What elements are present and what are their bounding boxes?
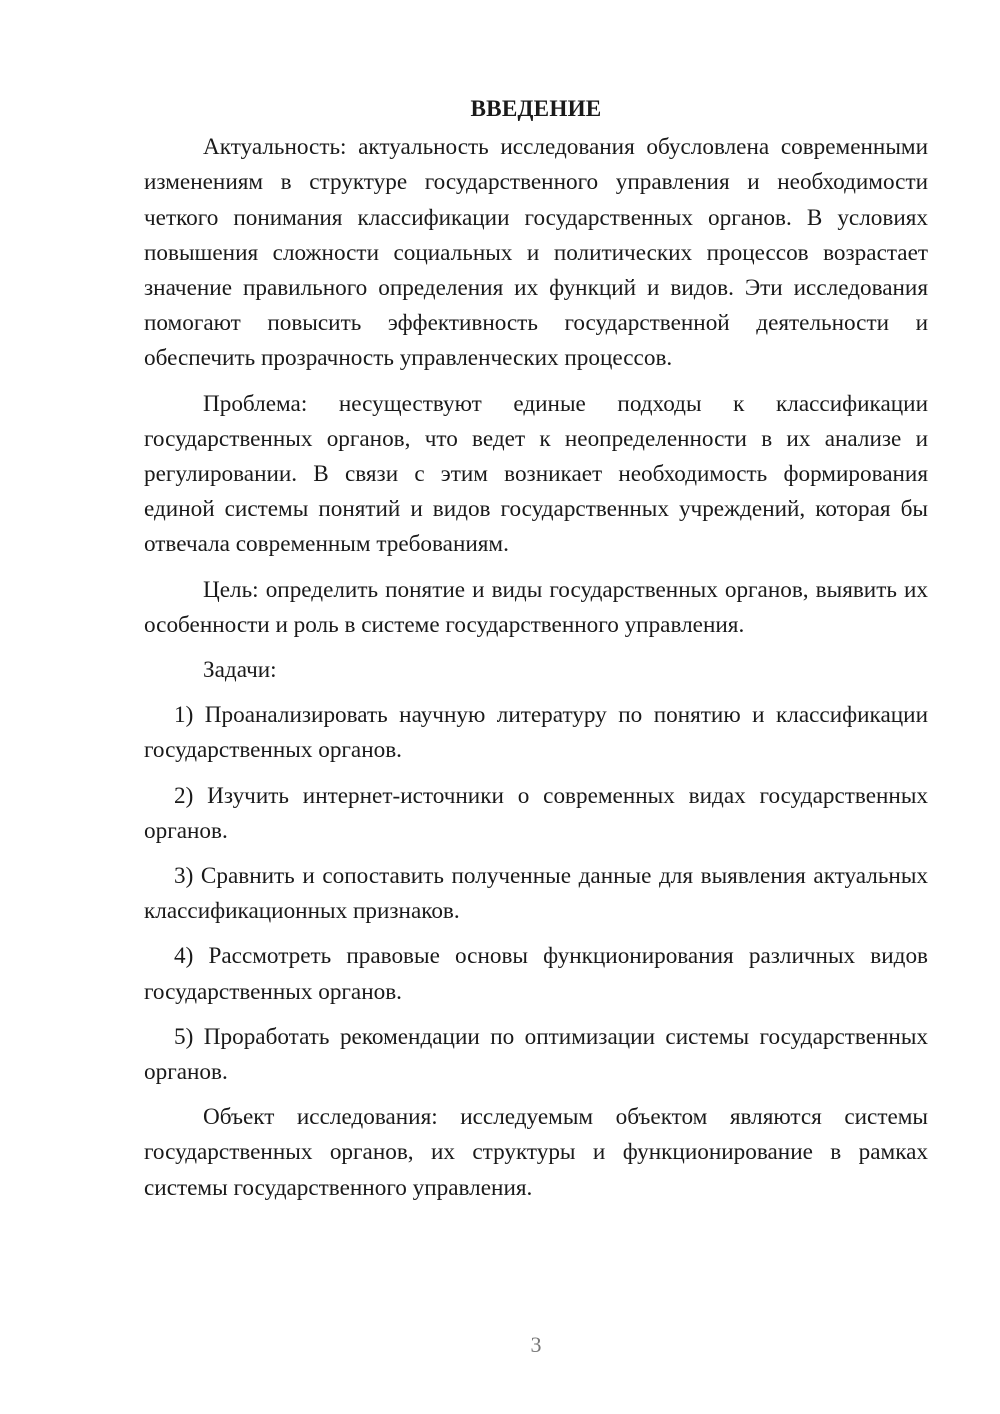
section-heading: ВВЕДЕНИЕ [470,96,602,122]
task-item-4: 4) Рассмотреть правовые основы функционирования различных видов государственных органов. [144,943,928,1005]
task-item-3: 3) Сравнить и сопоставить полученные данные для выявления актуальных классификационных признаков. [144,863,928,925]
object-paragraph: Объект исследования: исследуемым объектом являются системы государственных органов, их структуры и функционирование в рамках системы государственного управления. [144,1104,928,1201]
relevance-paragraph: Актуальность: актуальность исследования обусловлена современными изменениям в структуре государственного управления и необходимости четкого понимания классификации государственных органов. В условиях повышения сложности социальных и политических процессов возрастает значение правильного определения их функций и видов. Эти исследования помогают повысить эффективность государственной деятельности и обеспечить прозрачность управленческих процессов. [144,134,928,372]
goal-paragraph: Цель: определить понятие и виды государственных органов, выявить их особенности и роль в системе государственного управления. [144,576,928,638]
tasks-label: Задачи: [203,657,277,684]
task-item-1: 1) Проанализировать научную литературу по понятию и классификации государственных органов. [144,702,928,764]
problem-paragraph: Проблема: несуществуют единые подходы к классификации государственных органов, что ведет к неопределенности в их анализе и регулировании. В связи с этим возникает необходимость формирования единой системы понятий и видов государственных учреждений, которая бы отвечала современным требованиям. [144,390,928,558]
page-number: 3 [530,1332,542,1357]
task-item-5: 5) Проработать рекомендации по оптимизации системы государственных органов. [144,1023,928,1086]
task-item-2: 2) Изучить интернет-источники о современных видах государственных органов. [144,782,928,844]
page-content [144,92,928,1216]
